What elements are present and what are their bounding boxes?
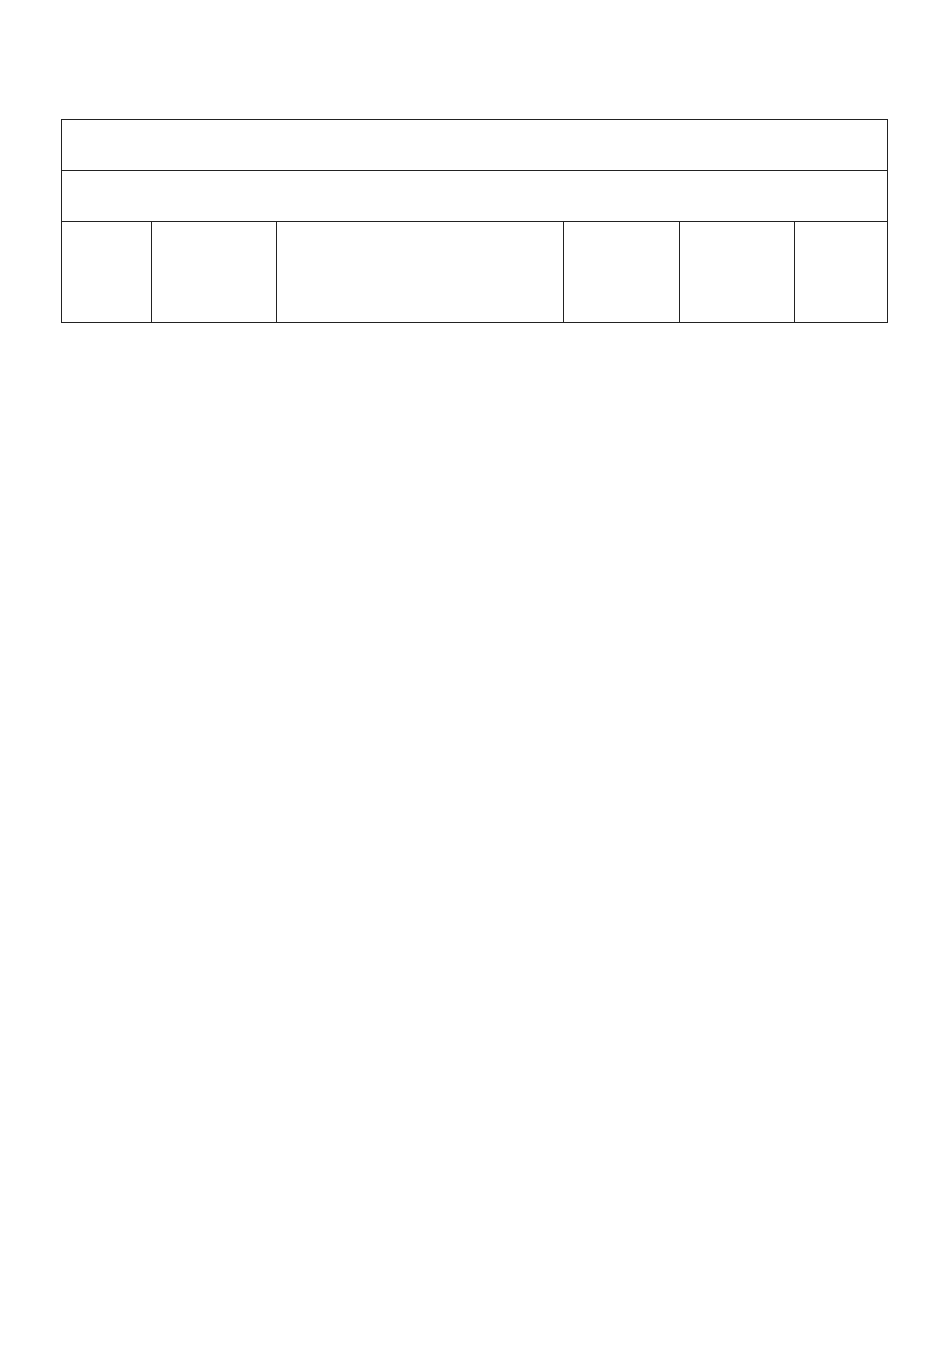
header-summary-cell	[276, 221, 564, 323]
header-income-cell	[563, 221, 680, 323]
header-expense-cell	[679, 221, 795, 323]
activity-name-box[interactable]	[61, 170, 888, 222]
header-balance-cell	[794, 221, 888, 323]
header-item-cell	[61, 221, 152, 323]
title-box	[61, 119, 888, 171]
header-voucher-cell	[151, 221, 277, 323]
